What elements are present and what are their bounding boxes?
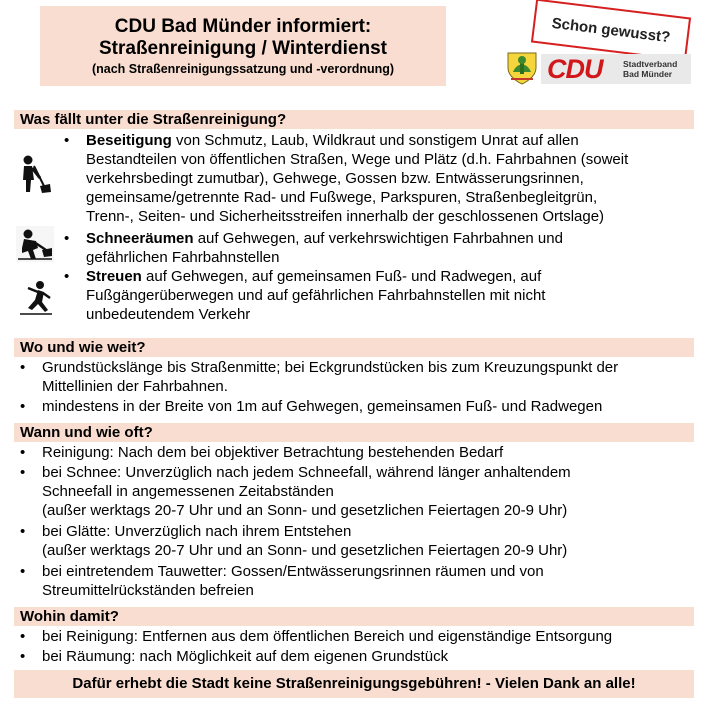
list-item-line: unbedeutendem Verkehr <box>86 306 251 323</box>
list-item-line: (außer werktags 20-7 Uhr und an Sonn- und gesetzlichen Feiertagen 20-9 Uhr) <box>42 542 568 559</box>
section-heading-wann: Wann und wie oft? <box>14 423 694 442</box>
list-item: bei Reinigung: Entfernen aus dem öffentlichen Bereich und eigenständige Entsorgung <box>42 628 613 645</box>
item-bold-term: Beseitigung <box>86 132 172 149</box>
list-item-line: gefährlichen Fahrbahnstellen <box>86 249 280 266</box>
list-item <box>86 267 541 286</box>
list-item: bei Glätte: Unverzüglich nach ihrem Entstehen <box>42 523 352 540</box>
list-item-line: Trenn-, Seiten- und Sicherheitsstreifen innerhalb der geschlossenen Ortslage) <box>86 208 605 225</box>
list-item-line: Mittellinien der Fahrbahnen. <box>42 378 228 395</box>
title-line-2: Straßenreinigung / Winterdienst <box>98 38 387 59</box>
list-item: Grundstückslänge bis Straßenmitte; bei Eckgrundstücken bis zum Kreuzungspunkt der <box>42 359 619 376</box>
item-text: auf Gehwegen, auf verkehrswichtigen Fahrbahnen und <box>193 230 563 247</box>
list-item: mindestens in der Breite von 1m auf Gehwegen, gemeinsamen Fuß- und Radwegen <box>42 398 603 415</box>
item-text: auf Gehwegen, auf gemeinsamen Fuß- und Radwegen, auf <box>141 268 542 285</box>
bullet-dot: • <box>20 628 26 645</box>
person-sweeping-icon <box>18 154 54 196</box>
list-item-line: Bestandteilen von öffentlichen Straßen, Wege und Plätz (d.h. Fahrbahnen (soweit <box>86 151 629 168</box>
list-item: bei Schnee: Unverzüglich nach jedem Schneefall, während länger anhaltendem <box>42 464 571 481</box>
item-bold-term: Streuen <box>86 268 142 285</box>
list-item-line: (außer werktags 20-7 Uhr und an Sonn- und gesetzlichen Feiertagen 20-9 Uhr) <box>42 502 568 519</box>
bullet-dot: • <box>20 563 26 580</box>
cdu-logo <box>505 50 693 86</box>
bullet-dot: • <box>64 268 70 285</box>
bullet-dot: • <box>20 464 26 481</box>
list-item-line: Fußgängerüberwegen und auf gefährlichen Fahrbahnstellen mit nicht <box>86 287 546 304</box>
person-slipping-icon <box>18 280 54 316</box>
section-heading-was: Was fällt unter die Straßenreinigung? <box>14 110 694 129</box>
title-box <box>40 6 446 86</box>
cdu-sub-line-2: Bad Münder <box>623 69 673 79</box>
list-item-line: Schneefall in angemessenen Zeitabständen <box>42 483 334 500</box>
list-item: bei eintretendem Tauwetter: Gossen/Entwässerungsrinnen räumen und von <box>42 563 544 580</box>
title-line-1: CDU Bad Münder informiert: <box>114 16 372 37</box>
cdu-sub-line-1: Stadtverband <box>623 59 678 69</box>
footer-note: Dafür erhebt die Stadt keine Straßenreinigungsgebühren! - Vielen Dank an alle! <box>14 670 694 698</box>
list-item: Reinigung: Nach dem bei objektiver Betrachtung bestehenden Bedarf <box>42 444 504 461</box>
schon-gewusst-badge: Schon gewusst? <box>531 0 691 61</box>
section-heading-wohin: Wohin damit? <box>14 607 694 626</box>
bullet-dot: • <box>64 132 70 149</box>
list-item-line: Streumittelrückständen befreien <box>42 582 254 599</box>
bullet-dot: • <box>20 444 26 461</box>
list-item <box>86 229 563 248</box>
bullet-dot: • <box>20 359 26 376</box>
cdu-wordmark: CDU <box>547 54 603 84</box>
person-shoveling-icon <box>16 226 54 262</box>
item-text: von Schmutz, Laub, Wildkraut und sonstigem Unrat auf allen <box>171 132 579 149</box>
item-bold-term: Schneeräumen <box>86 230 194 247</box>
bullet-dot: • <box>20 398 26 415</box>
bullet-dot: • <box>20 648 26 665</box>
list-item-line: verkehrsbedingt zumutbar), Gehwege, Gossen bzw. Entwässerungsrinnen, <box>86 170 584 187</box>
bullet-dot: • <box>20 523 26 540</box>
cdu-subtitle <box>623 59 677 79</box>
section-heading-wo: Wo und wie weit? <box>14 338 694 357</box>
city-crest-icon <box>505 50 539 86</box>
title-subtitle: (nach Straßenreinigungssatzung und -verordnung) <box>91 62 395 76</box>
list-item: bei Räumung: nach Möglichkeit auf dem eigenen Grundstück <box>42 648 449 665</box>
list-item-line: gemeinsame/getrennte Rad- und Fußwege, Parkspuren, Straßenbegleitgrün, <box>86 189 598 206</box>
list-item <box>86 131 579 150</box>
bullet-dot: • <box>64 230 70 247</box>
